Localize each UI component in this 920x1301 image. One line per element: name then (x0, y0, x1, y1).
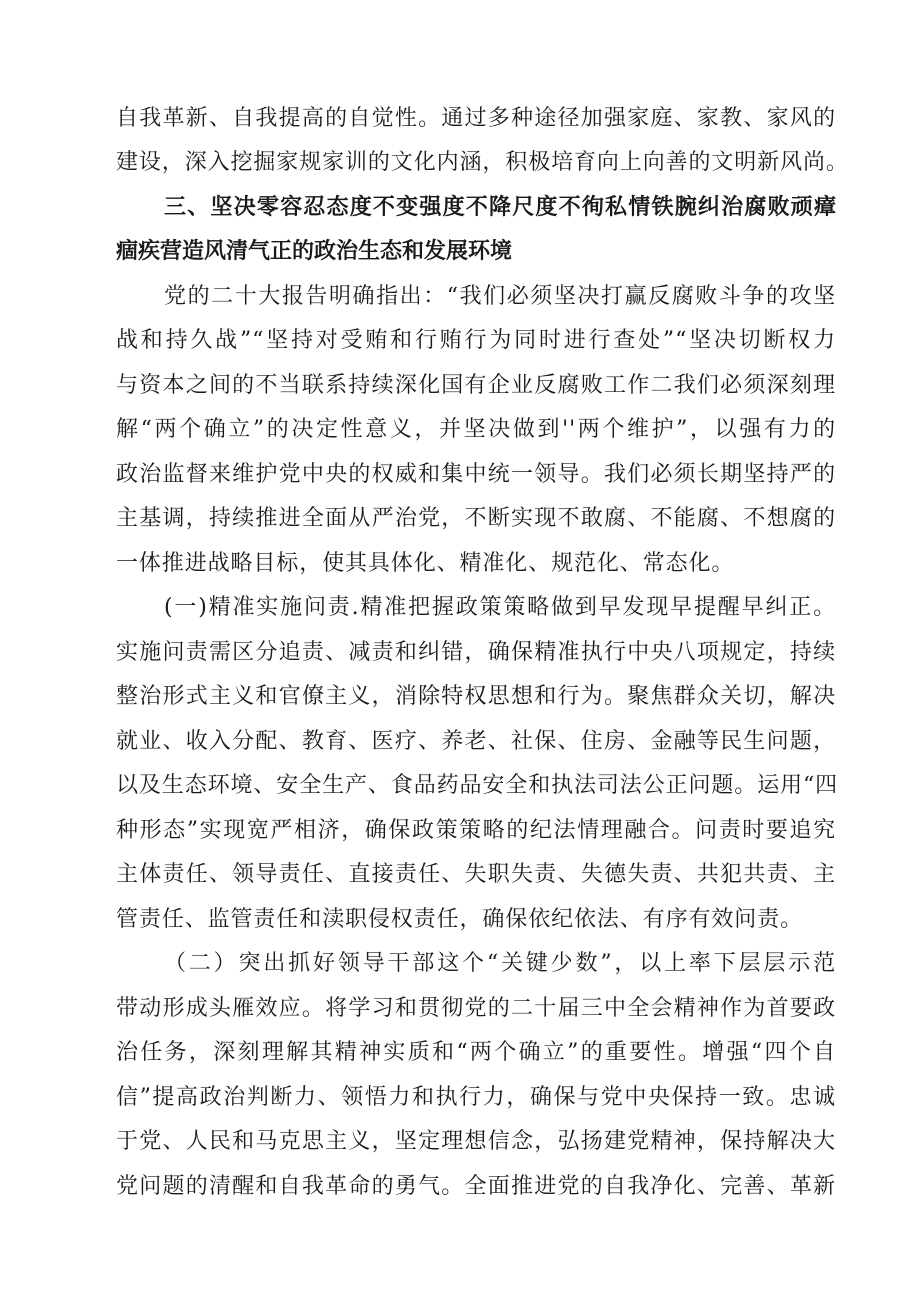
text-line: 与资本之间的不当联系持续深化国有企业反腐败工作二我们必须深刻理 (116, 373, 836, 398)
text-line: 就业、收入分配、教育、医疗、养老、社保、住房、金融等民生问题， (116, 729, 836, 754)
text-line: 主基调，持续推进全面从严治党，不断实现不敢腐、不能腐、不想腐的 (116, 506, 836, 531)
section-heading: 三、坚决零容忍态度不变强度不降尺度不徇私情铁腕纠治腐败顽瘴 (164, 195, 836, 220)
text-line: 于党、人民和马克思主义，坚定理想信念，弘扬建党精神，保持解决大 (116, 1129, 836, 1154)
text-line: 带动形成头雁效应。将学习和贯彻党的二十届三中全会精神作为首要政 (116, 996, 836, 1021)
text-line: 建设，深入挖掘家规家训的文化内涵，积极培育向上向善的文明新风尚。 (116, 150, 849, 175)
text-line: 治任务，深刻理解其精神实质和“两个确立”的重要性。增强“四个自 (116, 1040, 836, 1065)
text-line: 种形态”实现宽严相济，确保政策策略的纪法情理融合。问责时要追究 (116, 818, 836, 843)
text-line: 政治监督来维护党中央的权威和集中统一领导。我们必须长期坚持严的 (116, 462, 836, 487)
section-heading: 痼疾营造风清气正的政治生态和发展环境 (116, 239, 513, 264)
text-line: 一体推进战略目标，使其具体化、精准化、规范化、常态化。 (116, 551, 735, 576)
text-line: 党的二十大报告明确指出：“我们必须坚决打赢反腐败斗争的攻坚 (164, 284, 836, 309)
text-line: 管责任、监管责任和渎职侵权责任，确保依纪依法、有序有效问责。 (116, 907, 804, 932)
subsection-line: （二）突出抓好领导干部这个“关键少数”，以上率下层层示范 (164, 951, 836, 976)
subsection-line: (一)精准实施问责.精准把握政策策略做到早发现早提醒早纠正。 (164, 595, 836, 620)
text-line: 党问题的清醒和自我革命的勇气。全面推进党的自我净化、完善、革新 (116, 1174, 836, 1199)
text-line: 战和持久战”“坚持对受贿和行贿行为同时进行查处”“坚决切断权力 (116, 328, 836, 353)
text-line: 自我革新、自我提高的自觉性。通过多种途径加强家庭、家教、家风的 (116, 106, 836, 131)
text-line: 解“两个确立”的决定性意义，并坚决做到''两个维护”，以强有力的 (116, 417, 836, 442)
text-line: 信”提高政治判断力、领悟力和执行力，确保与党中央保持一致。忠诚 (116, 1085, 836, 1110)
text-line: 实施问责需区分追责、减责和纠错，确保精准执行中央八项规定，持续 (116, 640, 836, 665)
text-line: 以及生态环境、安全生产、食品药品安全和执法司法公正问题。运用“四 (116, 773, 839, 798)
text-line: 主体责任、领导责任、直接责任、失职失责、失德失责、共犯共责、主 (116, 862, 836, 887)
text-line: 整治形式主义和官僚主义，消除特权思想和行为。聚焦群众关切，解决 (116, 684, 836, 709)
